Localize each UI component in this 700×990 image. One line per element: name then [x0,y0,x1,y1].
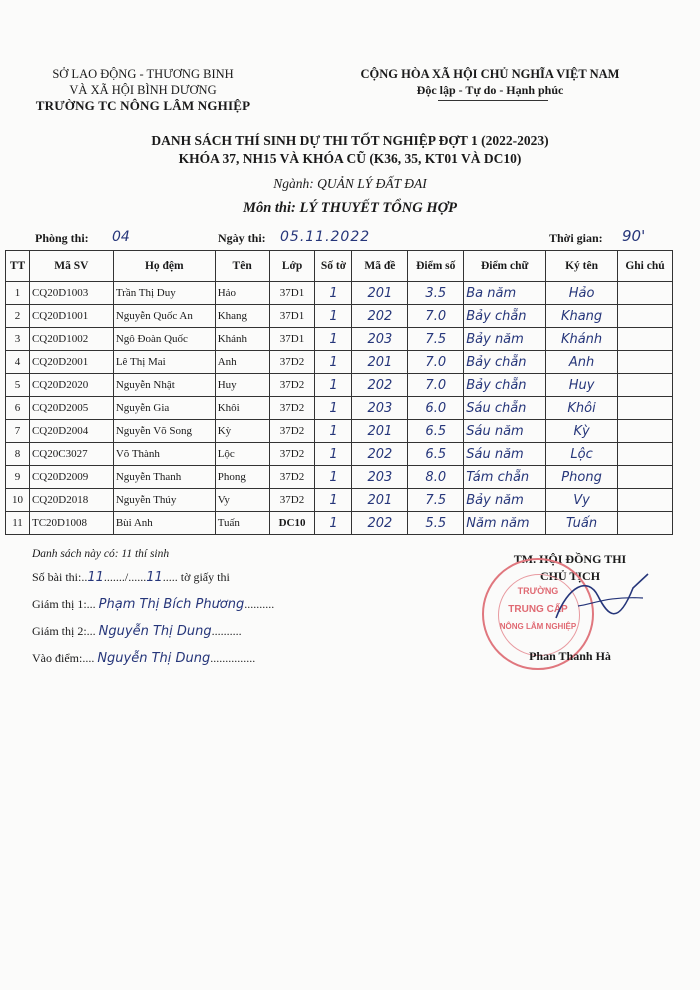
col-header-name: Tên [215,251,269,282]
agency-line1: SỞ LAO ĐỘNG - THƯƠNG BINH [52,67,234,81]
table-row [6,397,673,420]
cell-score-words: Sáu chẵn [464,397,546,420]
major-value: QUẢN LÝ ĐẤT ĐAI [317,176,427,191]
cell-score-words: Bảy năm [464,489,546,512]
cell-student-id: CQ20D2001 [29,351,113,374]
cell-given-name: Khánh [215,328,269,351]
examiner2-line: Giám thị 2:... Nguyễn Thị Dung.......... [32,624,242,639]
cell-sheet-count: 1 [315,489,352,512]
papers-line: Số bài thi:..11......./......11..... tờ giấy thi [32,570,230,585]
cell-notes [617,512,672,535]
cell-signature: Lộc [546,443,618,466]
table-row [6,374,673,397]
cell-given-name: Huy [215,374,269,397]
col-header-score: Điểm số [408,251,464,282]
cell-score: 7.0 [408,305,464,328]
table-row [6,466,673,489]
time-label: Thời gian: [549,231,603,245]
table-row [6,443,673,466]
papers-value: 11 [87,570,104,585]
cell-score-words: Sáu năm [464,443,546,466]
table-row [6,420,673,443]
cell-exam-code: 201 [352,351,408,374]
cell-row-number: 8 [6,443,30,466]
cell-signature: Tuấn [546,512,618,535]
cell-given-name: Kỳ [215,420,269,443]
doc-title-line2: KHÓA 37, NH15 VÀ KHÓA CŨ (K36, 35, KT01 VÀ DC10) [178,151,522,166]
national-motto: Độc lập - Tự do - Hạnh phúc [416,83,564,97]
cell-signature: Phong [546,466,618,489]
cell-row-number: 9 [6,466,30,489]
cell-sheet-count: 1 [315,282,352,305]
cell-exam-code: 202 [352,374,408,397]
papers-label: Số bài thi: [32,570,82,584]
cell-score: 7.5 [408,328,464,351]
subject-label: Môn thi: [243,200,296,216]
cell-student-id: TC20D1008 [29,512,113,535]
cell-class: 37D2 [269,351,315,374]
cell-student-id: CQ20D2020 [29,374,113,397]
table-row [6,305,673,328]
cell-class: 37D2 [269,443,315,466]
national-header [340,66,640,98]
agency-line2: VÀ XÃ HỘI BÌNH DƯƠNG [69,83,217,97]
cell-class: 37D2 [269,489,315,512]
cell-signature: Vy [546,489,618,512]
cell-surname: Nguyễn Võ Song [113,420,215,443]
cell-sheet-count: 1 [315,328,352,351]
col-header-exam-code: Mã đề [352,251,408,282]
cell-exam-code: 201 [352,489,408,512]
cell-class: DC10 [269,512,315,535]
cell-score: 6.5 [408,443,464,466]
cell-given-name: Phong [215,466,269,489]
cell-signature: Khang [546,305,618,328]
cell-surname: Nguyễn Gia [113,397,215,420]
doc-title-line1: DANH SÁCH THÍ SINH DỰ THI TỐT NGHIỆP ĐỢT 1 (2022-2023) [151,133,549,148]
cell-notes [617,374,672,397]
entry-line: Vào điểm:.... Nguyễn Thị Dung............... [32,651,256,666]
cell-exam-code: 203 [352,397,408,420]
cell-given-name: Khang [215,305,269,328]
cell-student-id: CQ20C3027 [29,443,113,466]
cell-surname: Ngô Đoàn Quốc [113,328,215,351]
cell-score-words: Bảy chẵn [464,351,546,374]
council-chair: CHỦ TỊCH [539,569,601,583]
cell-row-number: 4 [6,351,30,374]
cell-exam-code: 201 [352,282,408,305]
col-header-score-words: Điểm chữ [464,251,546,282]
cell-notes [617,328,672,351]
national-title: CỘNG HÒA XÃ HỘI CHỦ NGHĨA VIỆT NAM [360,67,620,81]
table-row [6,282,673,305]
cell-score: 3.5 [408,282,464,305]
cell-score: 6.5 [408,420,464,443]
major-label: Ngành: [273,176,314,191]
col-header-tt: TT [6,251,30,282]
table-row [6,328,673,351]
cell-score: 7.5 [408,489,464,512]
examiner2-name: Nguyễn Thị Dung [98,624,212,639]
cell-class: 37D2 [269,466,315,489]
cell-given-name: Lộc [215,443,269,466]
cell-class: 37D1 [269,305,315,328]
time-value: 90' [622,227,646,245]
date-label: Ngày thi: [218,231,266,245]
cell-score-words: Năm năm [464,512,546,535]
cell-exam-code: 202 [352,512,408,535]
cell-sheet-count: 1 [315,351,352,374]
school-name: TRƯỜNG TC NÔNG LÂM NGHIỆP [35,98,251,113]
sheets-label: tờ giấy thi [180,570,230,584]
cell-row-number: 7 [6,420,30,443]
entry-name: Nguyễn Thị Dung [97,651,211,666]
cell-notes [617,397,672,420]
col-header-student-id: Mã SV [29,251,113,282]
cell-signature: Khôi [546,397,618,420]
cell-given-name: Khôi [215,397,269,420]
council-title: TM. HỘI ĐỒNG THI [513,552,627,566]
cell-row-number: 10 [6,489,30,512]
cell-student-id: CQ20D1003 [29,282,113,305]
cell-notes [617,282,672,305]
motto-underline [438,100,548,101]
cell-sheet-count: 1 [315,466,352,489]
agency-header [18,66,268,114]
examiner1-label: Giám thị 1: [32,597,87,611]
cell-surname: Nguyễn Nhật [113,374,215,397]
candidate-table [5,250,673,535]
chair-name: Phan Thanh Hà [529,649,611,663]
cell-student-id: CQ20D2018 [29,489,113,512]
cell-sheet-count: 1 [315,305,352,328]
cell-notes [617,351,672,374]
table-header-row [6,251,673,282]
col-header-surname: Họ đệm [113,251,215,282]
table-row [6,512,673,535]
col-header-signature: Ký tên [546,251,618,282]
cell-score: 8.0 [408,466,464,489]
cell-student-id: CQ20D1002 [29,328,113,351]
cell-score-words: Ba năm [464,282,546,305]
cell-score-words: Tám chẵn [464,466,546,489]
cell-class: 37D1 [269,282,315,305]
cell-surname: Trần Thị Duy [113,282,215,305]
examiner1-line: Giám thị 1:... Phạm Thị Bích Phương.......... [32,597,275,612]
cell-given-name: Hảo [215,282,269,305]
cell-signature: Kỳ [546,420,618,443]
cell-notes [617,466,672,489]
cell-score-words: Bảy chẵn [464,374,546,397]
cell-signature: Hảo [546,282,618,305]
cell-exam-code: 203 [352,466,408,489]
cell-row-number: 11 [6,512,30,535]
cell-score: 7.0 [408,351,464,374]
stamp-text-top: TRƯỜNG [517,586,559,596]
examiner1-name: Phạm Thị Bích Phương [98,597,245,612]
cell-score-words: Sáu năm [464,420,546,443]
cell-notes [617,443,672,466]
cell-sheet-count: 1 [315,397,352,420]
cell-sheet-count: 1 [315,420,352,443]
cell-score: 5.5 [408,512,464,535]
cell-student-id: CQ20D2004 [29,420,113,443]
cell-surname: Nguyễn Thúy [113,489,215,512]
cell-exam-code: 203 [352,328,408,351]
cell-score-words: Bảy năm [464,328,546,351]
cell-sheet-count: 1 [315,443,352,466]
major-line [0,176,700,192]
cell-given-name: Vy [215,489,269,512]
cell-surname: Nguyễn Thanh [113,466,215,489]
cell-exam-code: 202 [352,305,408,328]
cell-sheet-count: 1 [315,512,352,535]
subject-value: LÝ THUYẾT TỔNG HỢP [299,200,457,216]
cell-signature: Khánh [546,328,618,351]
cell-row-number: 6 [6,397,30,420]
col-header-notes: Ghi chú [617,251,672,282]
table-row [6,351,673,374]
date-value: 05.11.2022 [280,229,371,245]
cell-sheet-count: 1 [315,374,352,397]
cell-exam-code: 202 [352,443,408,466]
stamp-text-bot: NÔNG LÂM NGHIỆP [499,622,577,631]
cell-signature: Huy [546,374,618,397]
cell-notes [617,489,672,512]
cell-score: 6.0 [408,397,464,420]
cell-given-name: Tuấn [215,512,269,535]
room-label: Phòng thi: [35,231,89,245]
count-note: Danh sách này có: 11 thí sinh [32,548,170,560]
cell-row-number: 1 [6,282,30,305]
table-row [6,489,673,512]
chair-signature [548,566,658,636]
cell-score-words: Bảy chẵn [464,305,546,328]
examiner2-label: Giám thị 2: [32,624,87,638]
cell-class: 37D2 [269,397,315,420]
cell-surname: Bùi Anh [113,512,215,535]
entry-label: Vào điểm: [32,651,83,665]
cell-surname: Nguyễn Quốc An [113,305,215,328]
subject-line [0,200,700,217]
cell-row-number: 3 [6,328,30,351]
cell-surname: Võ Thành [113,443,215,466]
cell-notes [617,305,672,328]
cell-signature: Anh [546,351,618,374]
cell-notes [617,420,672,443]
col-header-sheets: Số tờ [315,251,352,282]
cell-exam-code: 201 [352,420,408,443]
cell-score: 7.0 [408,374,464,397]
cell-row-number: 2 [6,305,30,328]
cell-student-id: CQ20D2009 [29,466,113,489]
cell-given-name: Anh [215,351,269,374]
cell-class: 37D2 [269,374,315,397]
cell-surname: Lê Thị Mai [113,351,215,374]
sheets-value: 11 [146,570,163,585]
cell-row-number: 5 [6,374,30,397]
cell-class: 37D1 [269,328,315,351]
stamp-text-mid: TRUNG CẤP [508,604,568,615]
cell-student-id: CQ20D1001 [29,305,113,328]
col-header-class: Lớp [269,251,315,282]
cell-student-id: CQ20D2005 [29,397,113,420]
room-value: 04 [112,229,130,245]
cell-class: 37D2 [269,420,315,443]
